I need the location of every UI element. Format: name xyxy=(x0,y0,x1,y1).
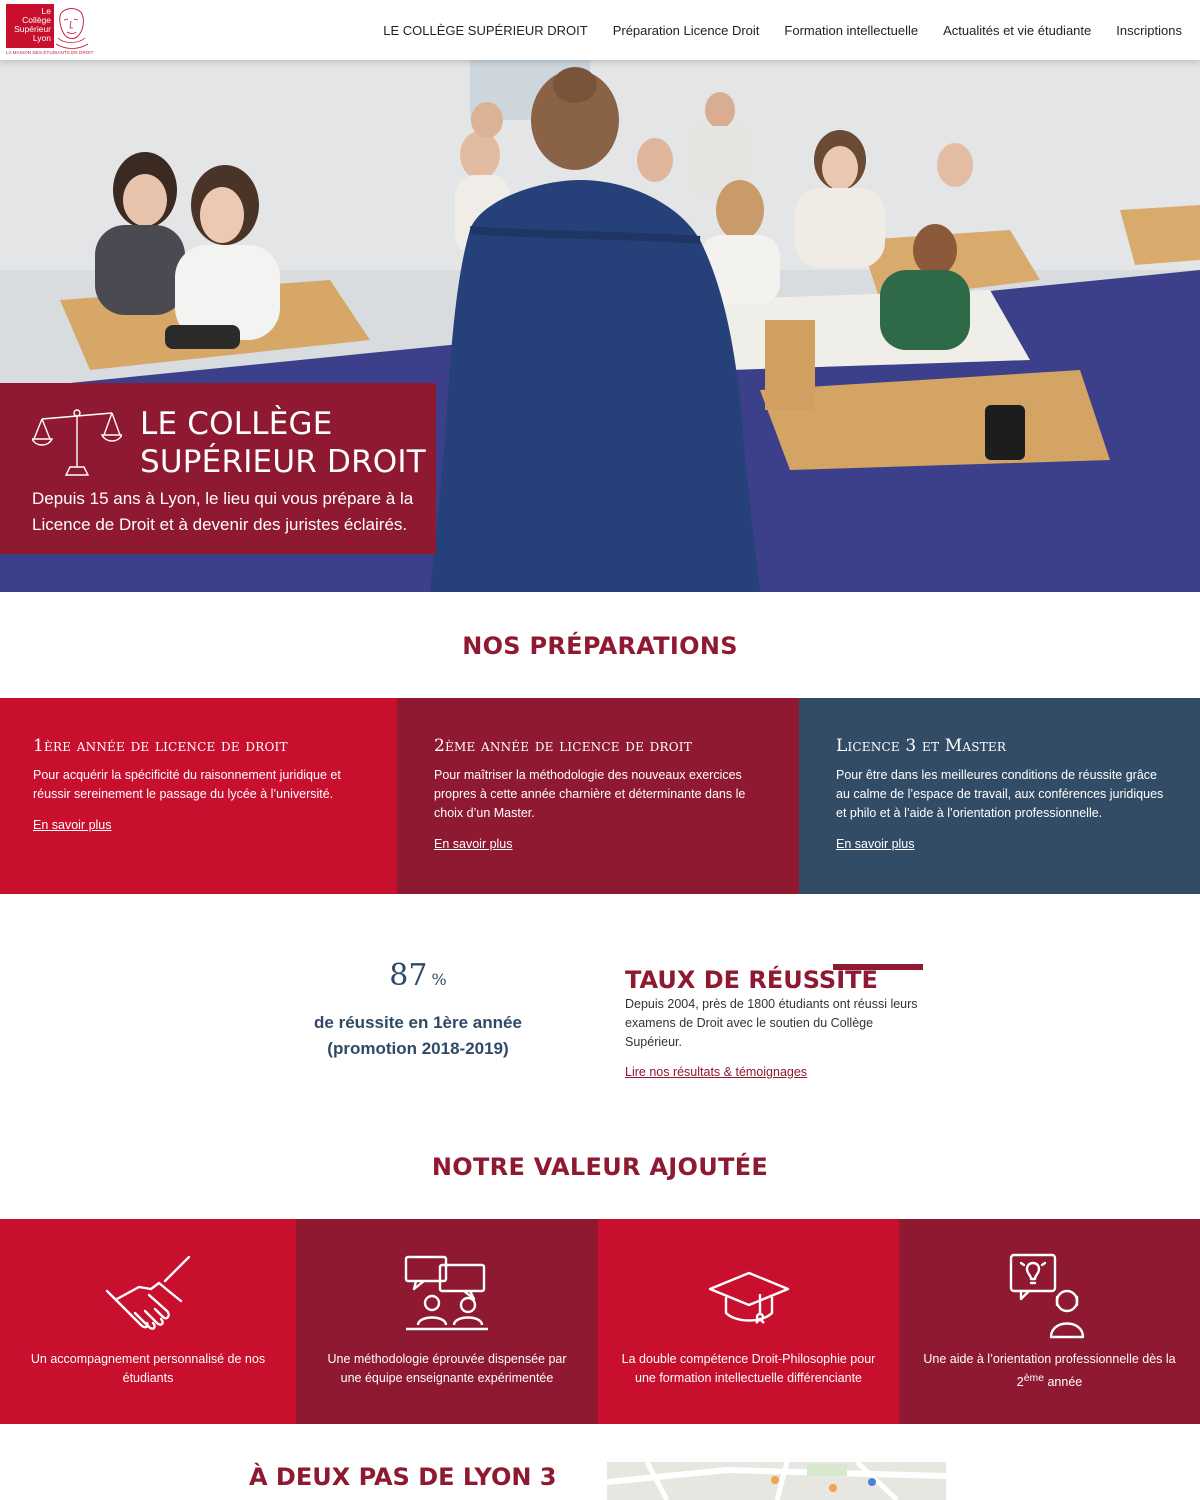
value-card-double-competence xyxy=(598,1219,899,1424)
graduation-cap-icon xyxy=(706,1253,792,1339)
location-title: À DEUX PAS DE LYON 3 xyxy=(249,1463,557,1491)
nav-item-actualites[interactable]: Actualités et vie étudiante xyxy=(943,22,1092,38)
value-card-methodologie xyxy=(296,1219,598,1424)
nav-item-preparation[interactable]: Préparation Licence Droit xyxy=(612,22,760,38)
success-rate-label-line: (promotion 2018-2019) xyxy=(327,1039,509,1058)
success-rate-value: 87 xyxy=(389,958,428,993)
success-rate-unit: % xyxy=(431,970,447,989)
hero-title-line: LE COLLÈGE xyxy=(140,406,333,442)
prep-card-title: 2ème année de licence de droit xyxy=(434,736,692,756)
taux-title: TAUX DE RÉUSSITE xyxy=(625,966,878,994)
career-advice-icon xyxy=(1007,1253,1093,1339)
results-testimonials-link[interactable]: Lire nos résultats & témoignages xyxy=(625,1065,808,1079)
prep-card-link[interactable]: En savoir plus xyxy=(33,818,112,832)
main-nav xyxy=(383,0,1182,60)
value-card-text: Un accompagnement personnalisé de nos étudiants xyxy=(30,1352,266,1385)
logo-tagline: LA MAISON DES ÉTUDIANTS EN DROIT xyxy=(6,50,94,55)
logo-line: Supérieur xyxy=(14,24,51,34)
site-header xyxy=(0,0,1200,60)
prep-card-link[interactable]: En savoir plus xyxy=(836,837,915,851)
hero-card xyxy=(0,383,436,554)
scales-of-justice-icon xyxy=(32,405,122,481)
values-grid xyxy=(0,1219,1200,1424)
logo-line: Le xyxy=(41,6,51,16)
value-card-text xyxy=(919,1350,1180,1392)
prep-card-l1 xyxy=(0,698,397,894)
prep-card-title: 1ère année de licence de droit xyxy=(33,736,288,756)
logo-line: Collège xyxy=(22,15,51,25)
values-title: NOTRE VALEUR AJOUTÉE xyxy=(431,1153,769,1181)
prep-card-title: Licence 3 et Master xyxy=(836,736,1007,756)
location-map[interactable] xyxy=(607,1462,946,1500)
handshake-icon xyxy=(105,1253,191,1339)
value-card-text: La double compétence Droit-Philosophie pour une formation intellectuelle différenciante xyxy=(621,1352,876,1385)
value-card-text-part: Une aide à l’orientation professionnelle dès la 2 xyxy=(923,1352,1176,1390)
value-card-text-sup: ème xyxy=(1023,1373,1044,1384)
value-card-orientation xyxy=(899,1219,1200,1424)
hero-title xyxy=(140,405,426,481)
logo-box xyxy=(6,4,54,48)
preparations-title: NOS PRÉPARATIONS xyxy=(462,632,738,660)
success-rate-label xyxy=(300,1010,536,1062)
nav-item-formation[interactable]: Formation intellectuelle xyxy=(784,22,919,38)
value-card-accompagnement xyxy=(0,1219,296,1424)
preparations-grid xyxy=(0,698,1200,894)
montaigne-portrait-icon xyxy=(52,4,90,50)
value-card-text: Une méthodologie éprouvée dispensée par une équipe enseignante expérimentée xyxy=(327,1352,567,1385)
nav-item-inscriptions[interactable]: Inscriptions xyxy=(1116,22,1182,38)
map-tiles xyxy=(607,1462,946,1500)
prep-card-text: Pour être dans les meilleures conditions de réussite grâce au calme de l’espace de travail, aux conférences juridiques et philo et à l’aide à l’orientation professionnelle. xyxy=(836,768,1164,820)
hero-banner xyxy=(0,60,1200,592)
hero-text: Depuis 15 ans à Lyon, le lieu qui vous prépare à la Licence de Droit et à devenir des juristes éclairés. xyxy=(32,489,414,534)
prep-card-text: Pour acquérir la spécificité du raisonnement juridique et réussir sereinement le passage du lycée à l’université. xyxy=(33,768,341,801)
prep-card-text: Pour maîtriser la méthodologie des nouveaux exercices propres à cette année charnière et déterminante dans le choix d’un Master. xyxy=(434,768,746,820)
prep-card-link[interactable]: En savoir plus xyxy=(434,837,513,851)
value-card-text-part: année xyxy=(1043,1375,1083,1390)
discussion-icon xyxy=(404,1253,490,1339)
hero-title-line: SUPÉRIEUR DROIT xyxy=(140,444,426,480)
success-rate-label-line: de réussite en 1ère année xyxy=(314,1013,522,1032)
success-rate-number xyxy=(318,958,518,993)
logo-line: Lyon xyxy=(32,33,51,43)
site-logo[interactable] xyxy=(6,4,94,56)
prep-card-l2 xyxy=(397,698,799,894)
nav-item-college[interactable]: LE COLLÈGE SUPÉRIEUR DROIT xyxy=(383,22,588,38)
prep-card-l3-master xyxy=(799,698,1200,894)
taux-text: Depuis 2004, près de 1800 étudiants ont réussi leurs examens de Droit avec le soutien du Collège Supérieur. xyxy=(625,997,918,1049)
